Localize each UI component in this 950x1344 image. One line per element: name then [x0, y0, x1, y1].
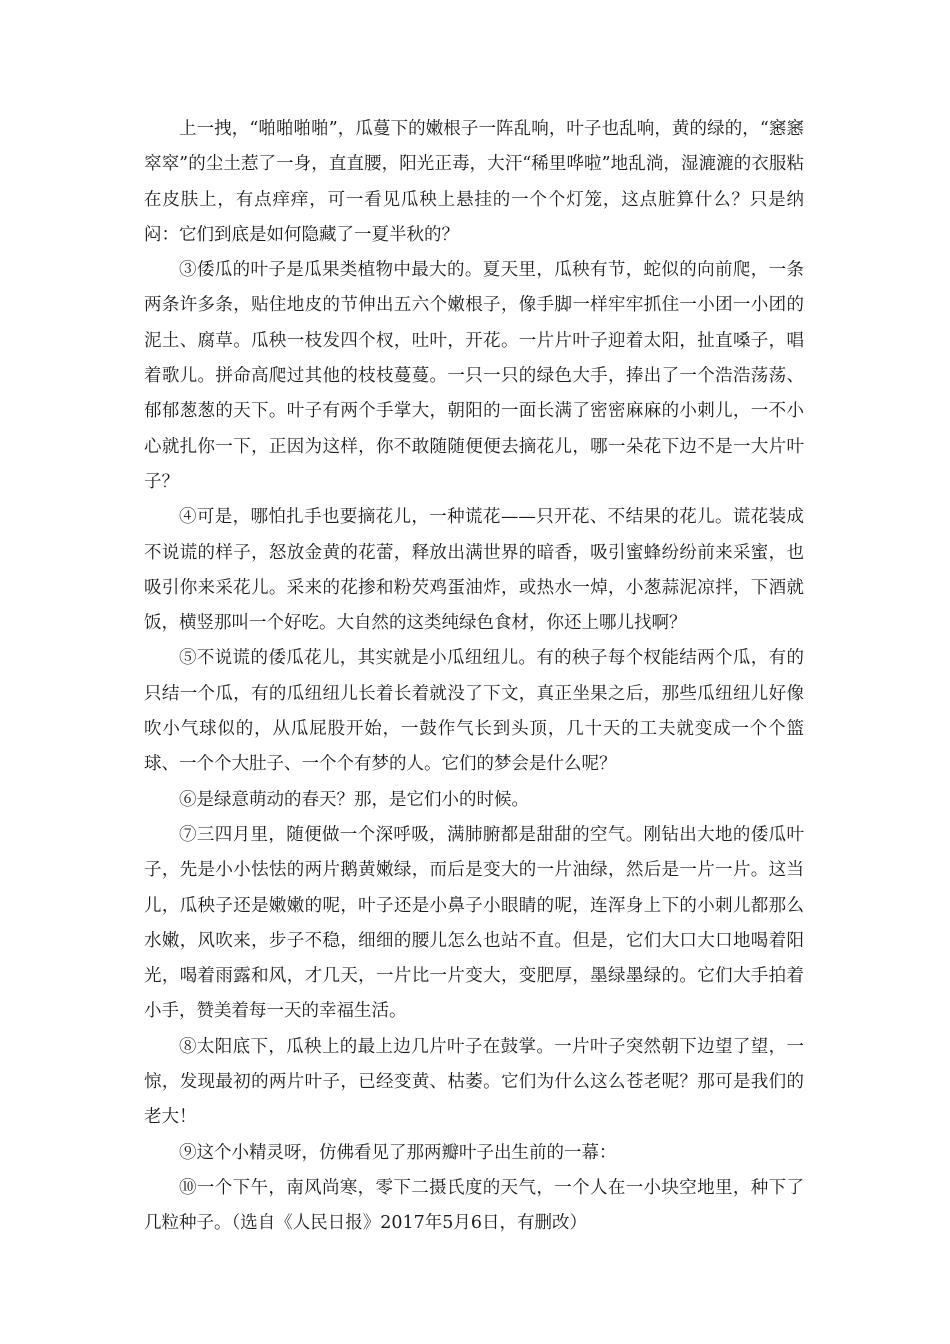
paragraph-4: ④可是，哪怕扎手也要摘花儿，一种谎花——只开花、不结果的花儿。谎花装成不说谎的样子，怒放金黄的花蕾，释放出满世界的暗香，吸引蜜蜂纷纷前来采蜜，也吸引你来采花儿。采来的花掺和粉芡鸡蛋油炸，或热水一焯，小葱蒜泥凉拌，下酒就饭，横竖那叫一个好吃。大自然的这类纯绿色食材，你还上哪儿找啊？ — [144, 507, 804, 634]
paragraph-10: ⑩一个下午，南风尚寒，零下二摄氏度的天气，一个人在一小块空地里，种下了几粒种子。（选自《人民日报》2017年5月6日，有删改） — [144, 1177, 804, 1234]
paragraph-continuation: 上一拽，“啪啪啪啪”，瓜蔓下的嫩根子一阵乱响，叶子也乱响，黄的绿的，“窸窸窣窣”的尘土惹了一身，直直腰，阳光正毒，大汗“稀里哗啦”地乱淌，湿漉漉的衣服粘在皮肤上，有点痒痒，可一看见瓜秧上悬挂的一个个灯笼，这点脏算什么？只是纳闷：它们到底是如何隐藏了一夏半秋的？ — [144, 119, 804, 245]
article-body — [144, 112, 804, 1242]
paragraph-8: ⑧太阳底下，瓜秧上的最上边几片叶子在鼓掌。一片叶子突然朝下边望了望，一惊，发现最初的两片叶子，已经变黄、枯萎。它们为什么这么苍老呢？那可是我们的老大！ — [144, 1036, 804, 1128]
paragraph-5: ⑤不说谎的倭瓜花儿，其实就是小瓜纽纽儿。有的秧子每个杈能结两个瓜，有的只结一个瓜，有的瓜纽纽儿长着长着就没了下文，真正坐果之后，那些瓜纽纽儿好像吹小气球似的，从瓜屁股开始，一鼓作气长到头顶，几十天的工夫就变成一个个篮球、一个个大肚子、一个个有梦的人。它们的梦会是什么呢？ — [144, 648, 804, 775]
paragraph-3: ③倭瓜的叶子是瓜果类植物中最大的。夏天里，瓜秧有节，蛇似的向前爬，一条两条许多条，贴住地皮的节伸出五六个嫩根子，像手脚一样牢牢抓住一小团一小团的泥土、腐草。瓜秧一枝发四个杈，吐叶，开花。一片片叶子迎着太阳，扯直嗓子，唱着歌儿。拼命高爬过其他的枝枝蔓蔓。一只一只的绿色大手，捧出了一个浩浩荡荡、郁郁葱葱的天下。叶子有两个手掌大，朝阳的一面长满了密密麻麻的小刺儿，一不小心就扎你一下，正因为这样，你不敢随随便便去摘花儿，哪一朵花下边不是一大片叶子？ — [144, 260, 804, 492]
paragraph-9: ⑨这个小精灵呀，仿佛看见了那两瓣叶子出生前的一幕： — [179, 1142, 617, 1163]
paragraph-7: ⑦三四月里，随便做一个深呼吸，满肺腑都是甜甜的空气。刚钻出大地的倭瓜叶子，先是小小怯怯的两片鹅黄嫩绿，而后是变大的一片油绿，然后是一片一片。这当儿，瓜秧子还是嫩嫩的呢，叶子还是小鼻子小眼睛的呢，连浑身上下的小刺儿都那么水嫩，风吹来，步子不稳，细细的腰儿怎么也站不直。但是，它们大口大口地喝着阳光，喝着雨露和风，才几天，一片比一片变大，变肥厚，墨绿墨绿的。它们大手拍着小手，赞美着每一天的幸福生活。 — [144, 824, 804, 1022]
paragraph-6: ⑥是绿意萌动的春天？那，是它们小的时候。 — [179, 789, 529, 810]
